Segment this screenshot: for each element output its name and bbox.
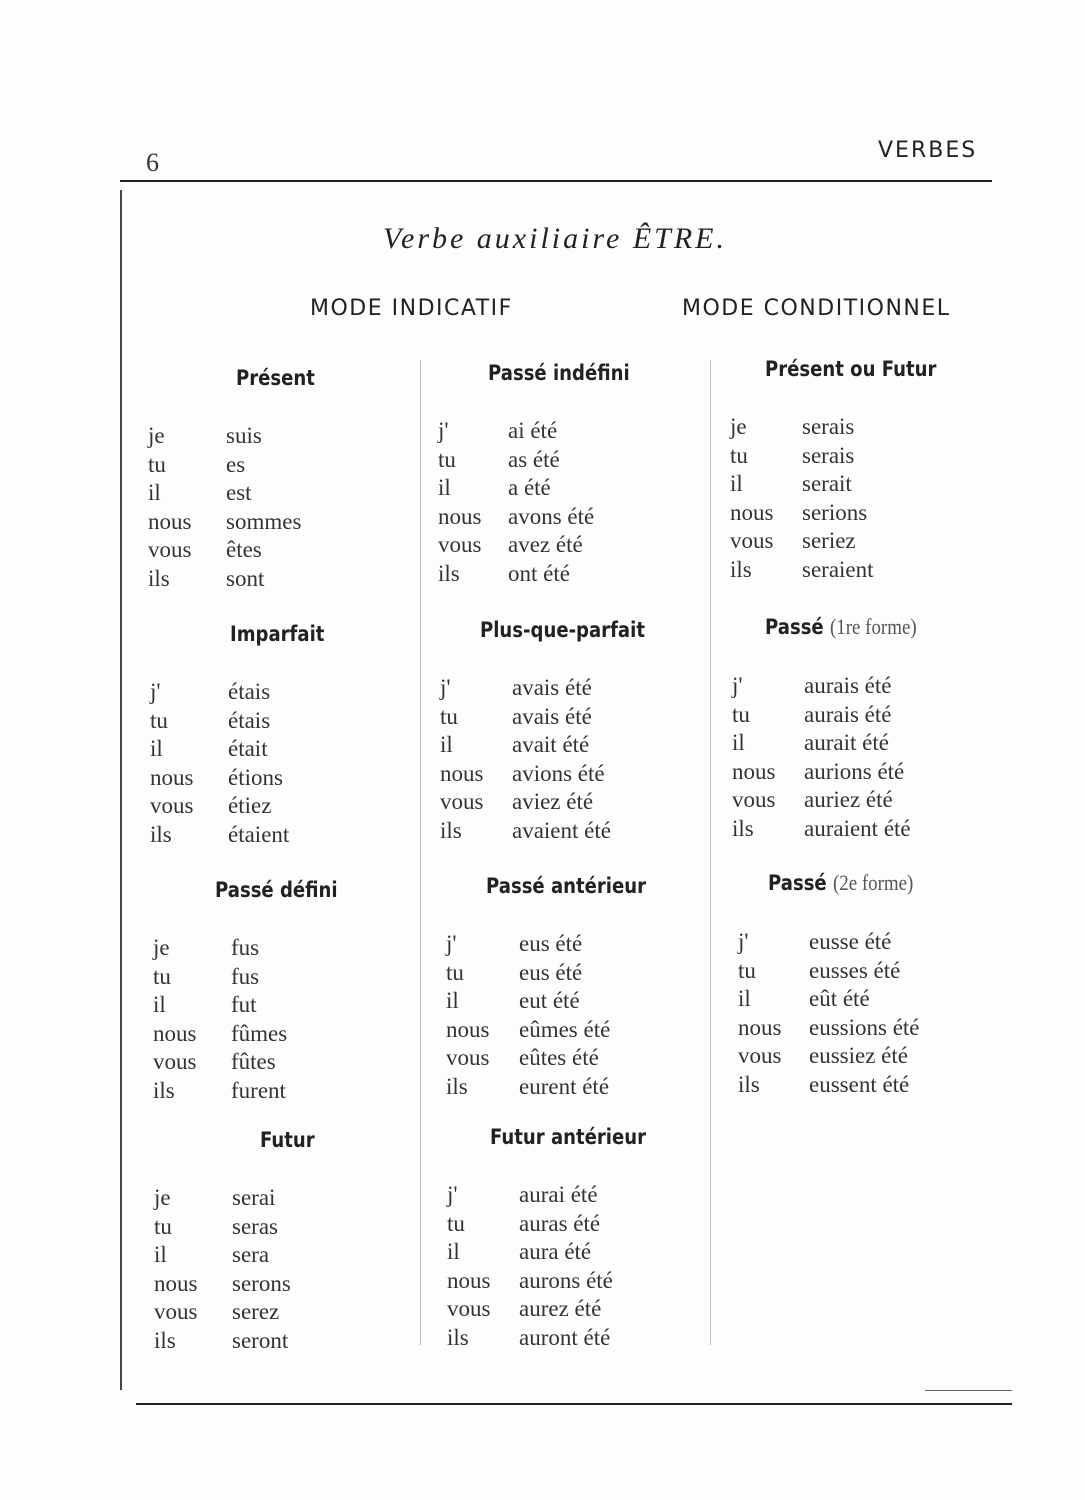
verb-form: eus été xyxy=(519,931,583,956)
verb-form: étaient xyxy=(228,821,290,847)
tense-imparfait xyxy=(150,622,340,849)
tense-futur xyxy=(154,1128,324,1355)
verb-form: avaient été xyxy=(512,817,611,843)
pronoun: vous xyxy=(153,1049,197,1074)
pronoun: ils xyxy=(446,1073,468,1099)
pronoun: ils xyxy=(150,821,172,847)
pronoun: j' xyxy=(738,929,749,954)
verb-form: ai été xyxy=(508,418,558,443)
pronoun: vous xyxy=(154,1299,198,1324)
tense-heading xyxy=(765,357,936,381)
pronoun: il xyxy=(148,480,161,505)
conjugation-row xyxy=(446,930,672,959)
verb-form: aurait été xyxy=(804,730,889,755)
pronoun: j' xyxy=(447,1182,458,1207)
conjugation-row xyxy=(730,442,964,471)
tense-name: Présent ou Futur xyxy=(765,357,937,381)
tense-name: Futur xyxy=(260,1128,315,1152)
tense-heading xyxy=(490,1125,646,1149)
pronoun: nous xyxy=(738,1014,782,1040)
verb-form: eus été xyxy=(519,959,583,985)
verb-form: seraient xyxy=(802,556,874,582)
verb-form: auront été xyxy=(519,1324,611,1350)
verb-form: as été xyxy=(508,446,560,472)
conjugation-row xyxy=(447,1324,671,1353)
conjugation-row xyxy=(732,701,941,730)
conjugation-row xyxy=(730,556,964,585)
verb-form: sont xyxy=(226,565,265,591)
conjugation-row xyxy=(153,963,358,992)
conjugation-row xyxy=(148,422,328,451)
verb-form: seront xyxy=(232,1327,289,1353)
conjugation-row xyxy=(447,1238,671,1267)
pronoun: ils xyxy=(738,1071,760,1097)
verb-form: serait xyxy=(802,471,852,496)
conjugation-row xyxy=(154,1241,324,1270)
conjugation-row xyxy=(150,821,340,850)
tense-name: Futur antérieur xyxy=(490,1125,647,1149)
conjugation-row xyxy=(738,928,937,957)
verb-form: est xyxy=(226,480,252,505)
conjugation-row xyxy=(438,503,653,532)
pronoun: vous xyxy=(730,528,774,553)
verb-form: ont été xyxy=(508,560,570,586)
verb-form: auras été xyxy=(519,1210,601,1236)
conjugation-row xyxy=(154,1327,324,1356)
pronoun: ils xyxy=(732,815,754,841)
conjugation-row xyxy=(447,1295,671,1324)
pronoun: nous xyxy=(732,758,776,784)
pronoun: il xyxy=(730,471,743,496)
conjugation-row xyxy=(440,788,672,817)
verb-form: eussiez été xyxy=(809,1043,908,1068)
conjugation-row xyxy=(446,987,672,1016)
tense-name: Passé indéfini xyxy=(488,361,630,385)
conjugation-row xyxy=(738,1042,937,1071)
conjugation-row xyxy=(148,565,328,594)
verb-form: sommes xyxy=(226,508,302,534)
pronoun: nous xyxy=(148,508,192,534)
conjugation-row xyxy=(730,413,964,442)
pronoun: tu xyxy=(150,707,168,733)
conjugation-row xyxy=(438,531,653,560)
verb-form: aurions été xyxy=(804,758,905,784)
verb-form: aurai été xyxy=(519,1182,598,1207)
pronoun: nous xyxy=(446,1016,490,1042)
conjugation-row xyxy=(447,1181,671,1210)
bottom-rule-short xyxy=(925,1390,1012,1391)
tense-name: Plus-que-parfait xyxy=(480,618,645,642)
conjugation-row xyxy=(732,672,941,701)
conjugation-row xyxy=(730,527,964,556)
conjugation-row xyxy=(153,1077,358,1106)
conjugation-row xyxy=(154,1184,324,1213)
verb-form: eusse été xyxy=(809,929,892,954)
column-separator-1 xyxy=(420,360,421,1345)
verb-form: a été xyxy=(508,475,551,500)
pronoun: ils xyxy=(148,565,170,591)
pronoun: vous xyxy=(732,787,776,812)
pronoun: ils xyxy=(447,1324,469,1350)
conjugation-row xyxy=(440,817,672,846)
conjugation-row xyxy=(438,474,653,503)
tense-heading xyxy=(765,614,917,640)
pronoun: nous xyxy=(447,1267,491,1293)
pronoun: je xyxy=(730,414,747,439)
verb-form: était xyxy=(228,736,268,761)
verb-form: étais xyxy=(228,679,271,704)
verb-form: eûtes été xyxy=(519,1045,599,1070)
tense-name: Passé xyxy=(768,871,827,895)
verb-form: eut été xyxy=(519,988,580,1013)
pronoun: ils xyxy=(730,556,752,582)
pronoun: vous xyxy=(447,1296,491,1321)
pronoun: je xyxy=(148,423,165,448)
conjugation-row xyxy=(732,758,941,787)
conjugation-row xyxy=(730,499,964,528)
conjugation-row xyxy=(150,764,340,793)
pronoun: ils xyxy=(440,817,462,843)
top-rule xyxy=(120,180,992,182)
tense-heading xyxy=(215,878,338,902)
verb-form: serons xyxy=(232,1270,291,1296)
conjugation-row xyxy=(730,470,964,499)
conjugation-row xyxy=(150,678,340,707)
conjugation-row xyxy=(440,674,672,703)
tense-name: Passé défini xyxy=(215,878,338,902)
verb-form: fut xyxy=(231,992,257,1017)
conjugation-row xyxy=(438,417,653,446)
verb-form: suis xyxy=(226,423,262,448)
pronoun: tu xyxy=(148,451,166,477)
pronoun: il xyxy=(438,475,451,500)
mode-conditionnel-heading: MODE CONDITIONNEL xyxy=(682,296,951,321)
conjugation-row xyxy=(438,560,653,589)
pronoun: vous xyxy=(440,789,484,814)
conjugation-row xyxy=(440,703,672,732)
verb-form: fus xyxy=(231,935,260,960)
verb-form: sera xyxy=(232,1242,270,1267)
conjugation-row xyxy=(153,1048,358,1077)
pronoun: tu xyxy=(438,446,456,472)
conjugation-row xyxy=(447,1267,671,1296)
verb-form: eusses été xyxy=(809,957,901,983)
tense-conditionnel-present xyxy=(730,357,964,584)
conjugation-row xyxy=(153,1020,358,1049)
verb-form: aurez été xyxy=(519,1296,602,1321)
pronoun: tu xyxy=(153,963,171,989)
verb-form: avez été xyxy=(508,532,583,557)
verb-form: aura été xyxy=(519,1239,592,1264)
bottom-rule xyxy=(136,1403,1012,1405)
tense-passe-indefini xyxy=(438,361,653,588)
verb-form: avait été xyxy=(512,732,590,757)
conjugation-row xyxy=(154,1213,324,1242)
tense-heading xyxy=(768,870,913,896)
conjugation-row xyxy=(446,959,672,988)
pronoun: il xyxy=(738,986,751,1011)
verb-form: eûmes été xyxy=(519,1016,611,1042)
conjugation-row xyxy=(446,1016,672,1045)
pronoun: vous xyxy=(738,1043,782,1068)
pronoun: il xyxy=(446,988,459,1013)
conjugation-row xyxy=(732,786,941,815)
pronoun: vous xyxy=(148,537,192,562)
verb-form: eussent été xyxy=(809,1071,910,1097)
verb-form: fûtes xyxy=(231,1049,276,1074)
pronoun: nous xyxy=(153,1020,197,1046)
verb-form: seriez xyxy=(802,528,856,553)
conjugation-row xyxy=(738,1014,937,1043)
conjugation-row xyxy=(446,1073,672,1102)
conjugation-row xyxy=(153,991,358,1020)
tense-plus-que-parfait xyxy=(440,618,672,845)
verb-form: étais xyxy=(228,707,271,733)
tense-passe-anterieur xyxy=(446,874,672,1101)
conjugation-row xyxy=(738,957,937,986)
mode-indicatif-heading: MODE INDICATIF xyxy=(310,296,513,321)
verb-form: fûmes xyxy=(231,1020,288,1046)
verb-form: avais été xyxy=(512,675,592,700)
pronoun: ils xyxy=(153,1077,175,1103)
verb-form: avais été xyxy=(512,703,592,729)
pronoun: j' xyxy=(150,679,161,704)
conjugation-row xyxy=(738,985,937,1014)
conjugation-row xyxy=(153,934,358,963)
pronoun: nous xyxy=(154,1270,198,1296)
conjugation-row xyxy=(732,815,941,844)
pronoun: tu xyxy=(154,1213,172,1239)
tense-heading xyxy=(230,622,324,646)
pronoun: je xyxy=(153,935,170,960)
pronoun: tu xyxy=(440,703,458,729)
tense-heading xyxy=(488,361,630,385)
verb-form: aurais été xyxy=(804,701,892,727)
tense-name: Passé xyxy=(765,615,824,639)
conjugation-row xyxy=(447,1210,671,1239)
tense-conditionnel-passe-2 xyxy=(738,870,937,1099)
conjugation-row xyxy=(154,1270,324,1299)
pronoun: il xyxy=(153,992,166,1017)
verb-form: furent xyxy=(231,1077,286,1103)
pronoun: il xyxy=(440,732,453,757)
verb-form: serais xyxy=(802,414,855,439)
running-head: VERBES xyxy=(878,138,978,163)
verb-form: avons été xyxy=(508,503,595,529)
verb-form: serais xyxy=(802,442,855,468)
conjugation-row xyxy=(438,446,653,475)
verb-form: êtes xyxy=(226,537,262,562)
verb-form: avions été xyxy=(512,760,605,786)
conjugation-row xyxy=(150,707,340,736)
conjugation-row xyxy=(150,792,340,821)
pronoun: nous xyxy=(150,764,194,790)
conjugation-row xyxy=(148,536,328,565)
pronoun: tu xyxy=(738,957,756,983)
pronoun: ils xyxy=(154,1327,176,1353)
tense-name: Passé antérieur xyxy=(486,874,647,898)
conjugation-row xyxy=(148,479,328,508)
verb-form: es xyxy=(226,451,246,477)
verb-form: aviez été xyxy=(512,789,594,814)
pronoun: vous xyxy=(446,1045,490,1070)
tense-heading xyxy=(486,874,646,898)
verb-form: auriez été xyxy=(804,787,893,812)
verb-form: aurons été xyxy=(519,1267,613,1293)
verb-form: aurais été xyxy=(804,673,892,698)
tense-passe-defini xyxy=(153,878,358,1105)
verb-form: eût été xyxy=(809,986,870,1011)
pronoun: tu xyxy=(732,701,750,727)
pronoun: j' xyxy=(732,673,743,698)
conjugation-row xyxy=(738,1071,937,1100)
pronoun: il xyxy=(154,1242,167,1267)
tense-conditionnel-passe-1 xyxy=(732,614,941,843)
pronoun: ils xyxy=(438,560,460,586)
verb-form: serai xyxy=(232,1185,276,1210)
pronoun: tu xyxy=(446,959,464,985)
conjugation-row xyxy=(446,1044,672,1073)
pronoun: nous xyxy=(440,760,484,786)
conjugation-row xyxy=(148,508,328,537)
pronoun: il xyxy=(150,736,163,761)
pronoun: vous xyxy=(150,793,194,818)
tense-name: Imparfait xyxy=(230,622,325,646)
pronoun: j' xyxy=(438,418,449,443)
page-title: Verbe auxiliaire ÊTRE. xyxy=(383,222,727,255)
pronoun: il xyxy=(732,730,745,755)
verb-form: étions xyxy=(228,764,283,790)
pronoun: nous xyxy=(438,503,482,529)
tense-heading xyxy=(260,1128,315,1152)
pronoun: nous xyxy=(730,499,774,525)
pronoun: vous xyxy=(438,532,482,557)
conjugation-row xyxy=(732,729,941,758)
verb-form: étiez xyxy=(228,793,272,818)
conjugation-row xyxy=(154,1298,324,1327)
page-number: 6 xyxy=(146,148,159,177)
tense-heading xyxy=(480,618,645,642)
verb-form: auraient été xyxy=(804,815,911,841)
conjugation-row xyxy=(440,760,672,789)
tense-heading xyxy=(236,366,315,390)
pronoun: il xyxy=(447,1239,460,1264)
conjugation-row xyxy=(148,451,328,480)
pronoun: j' xyxy=(440,675,451,700)
pronoun: j' xyxy=(446,931,457,956)
column-separator-2 xyxy=(710,360,711,1345)
verb-form: eussions été xyxy=(809,1014,920,1040)
conjugation-row xyxy=(150,735,340,764)
verb-form: eurent été xyxy=(519,1073,610,1099)
pronoun: je xyxy=(154,1185,171,1210)
left-frame-rule xyxy=(120,190,122,1390)
verb-form: serez xyxy=(232,1299,280,1324)
tense-futur-anterieur xyxy=(447,1125,671,1352)
verb-form: fus xyxy=(231,963,260,989)
conjugation-row xyxy=(440,731,672,760)
pronoun: tu xyxy=(730,442,748,468)
pronoun: tu xyxy=(447,1210,465,1236)
tense-present xyxy=(148,366,328,593)
verb-form: serions xyxy=(802,499,868,525)
verb-form: seras xyxy=(232,1213,278,1239)
tense-note: (1re forme) xyxy=(829,614,917,639)
tense-name: Présent xyxy=(236,366,315,390)
tense-note: (2e forme) xyxy=(832,870,914,895)
